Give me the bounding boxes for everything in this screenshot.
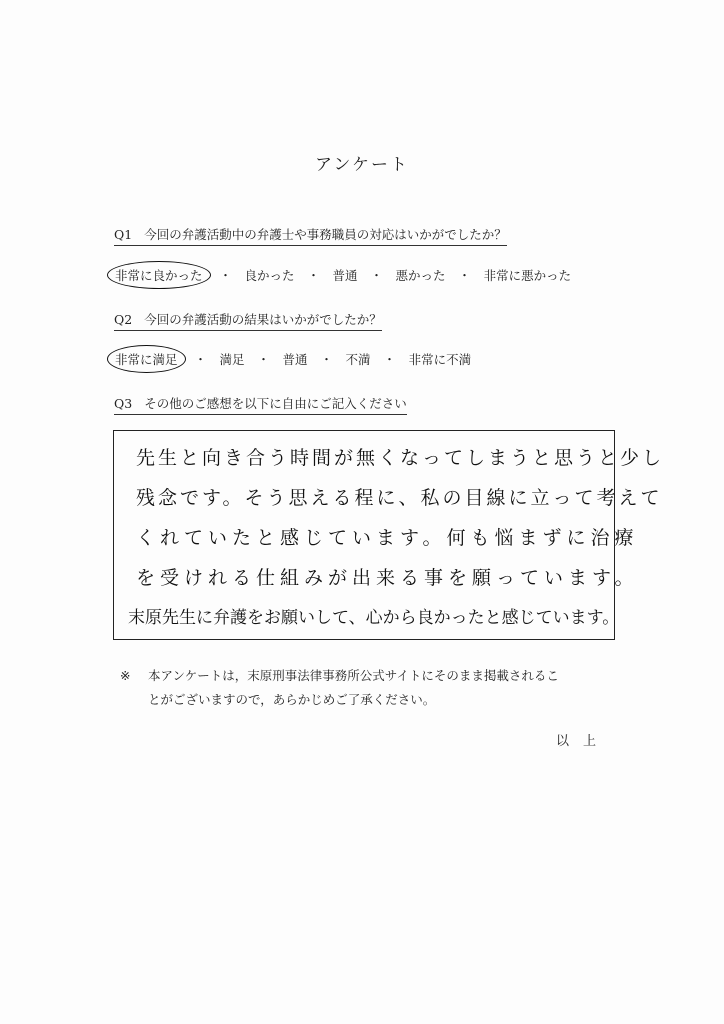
- option-separator: ・: [320, 352, 333, 367]
- question-3-number: Q3: [114, 396, 133, 411]
- question-3-text: その他のご感想を以下に自由にご記入ください: [144, 396, 407, 411]
- q1-option-very-bad[interactable]: 非常に悪かった: [483, 268, 572, 283]
- handwritten-line: 残念です。そう思える程に、私の目線に立って考えて: [136, 487, 663, 509]
- option-separator: ・: [307, 268, 320, 283]
- q1-option-bad[interactable]: 悪かった: [395, 268, 446, 283]
- question-2-options: [107, 345, 475, 373]
- option-separator: ・: [194, 352, 207, 367]
- q2-option-satisfied[interactable]: 満足: [219, 352, 245, 367]
- question-2-text: 今回の弁護活動の結果はいかがでしたか？: [144, 312, 382, 327]
- q2-option-average[interactable]: 普通: [282, 352, 308, 367]
- closing-text: 以上: [556, 734, 611, 749]
- question-3: [114, 394, 407, 415]
- question-1-number: Q1: [114, 227, 133, 242]
- question-1-text: 今回の弁護活動中の弁護士や事務職員の対応はいかがでしたか？: [144, 227, 507, 242]
- option-separator: ・: [370, 268, 383, 283]
- question-1-options: [107, 261, 575, 289]
- option-separator: ・: [383, 352, 396, 367]
- question-2-number: Q2: [114, 312, 133, 327]
- disclaimer-note: [120, 664, 616, 712]
- q2-option-very-satisfied[interactable]: 非常に満足: [107, 345, 186, 373]
- question-1: [114, 225, 507, 246]
- q1-option-good[interactable]: 良かった: [244, 268, 295, 283]
- handwritten-line: を受けれる仕組みが出来る事を願っています。: [136, 567, 639, 589]
- handwritten-line: 先生と向き合う時間が無くなってしまうと思うと少し: [136, 447, 665, 469]
- handwritten-line: くれていたと感じています。何も悩まずに治療: [136, 527, 639, 549]
- option-separator: ・: [458, 268, 471, 283]
- free-answer-box[interactable]: [113, 430, 665, 640]
- page-title: アンケート: [315, 155, 409, 175]
- q1-option-average[interactable]: 普通: [332, 268, 358, 283]
- option-separator: ・: [257, 352, 270, 367]
- handwritten-line: 末原先生に弁護をお願いして、心から良かったと感じています。: [128, 608, 620, 628]
- question-2: [114, 310, 382, 331]
- option-separator: ・: [219, 268, 232, 283]
- note-line-1: 本アンケートは，末原刑事法律事務所公式サイトにそのまま掲載されるこ: [148, 668, 559, 683]
- q1-option-very-good[interactable]: 非常に良かった: [107, 261, 211, 289]
- note-line-2: とがございますので，あらかじめご了承ください。: [148, 692, 436, 707]
- note-mark: ※: [120, 668, 131, 683]
- q2-option-very-dissatisfied[interactable]: 非常に不満: [408, 352, 472, 367]
- q2-option-dissatisfied[interactable]: 不満: [345, 352, 371, 367]
